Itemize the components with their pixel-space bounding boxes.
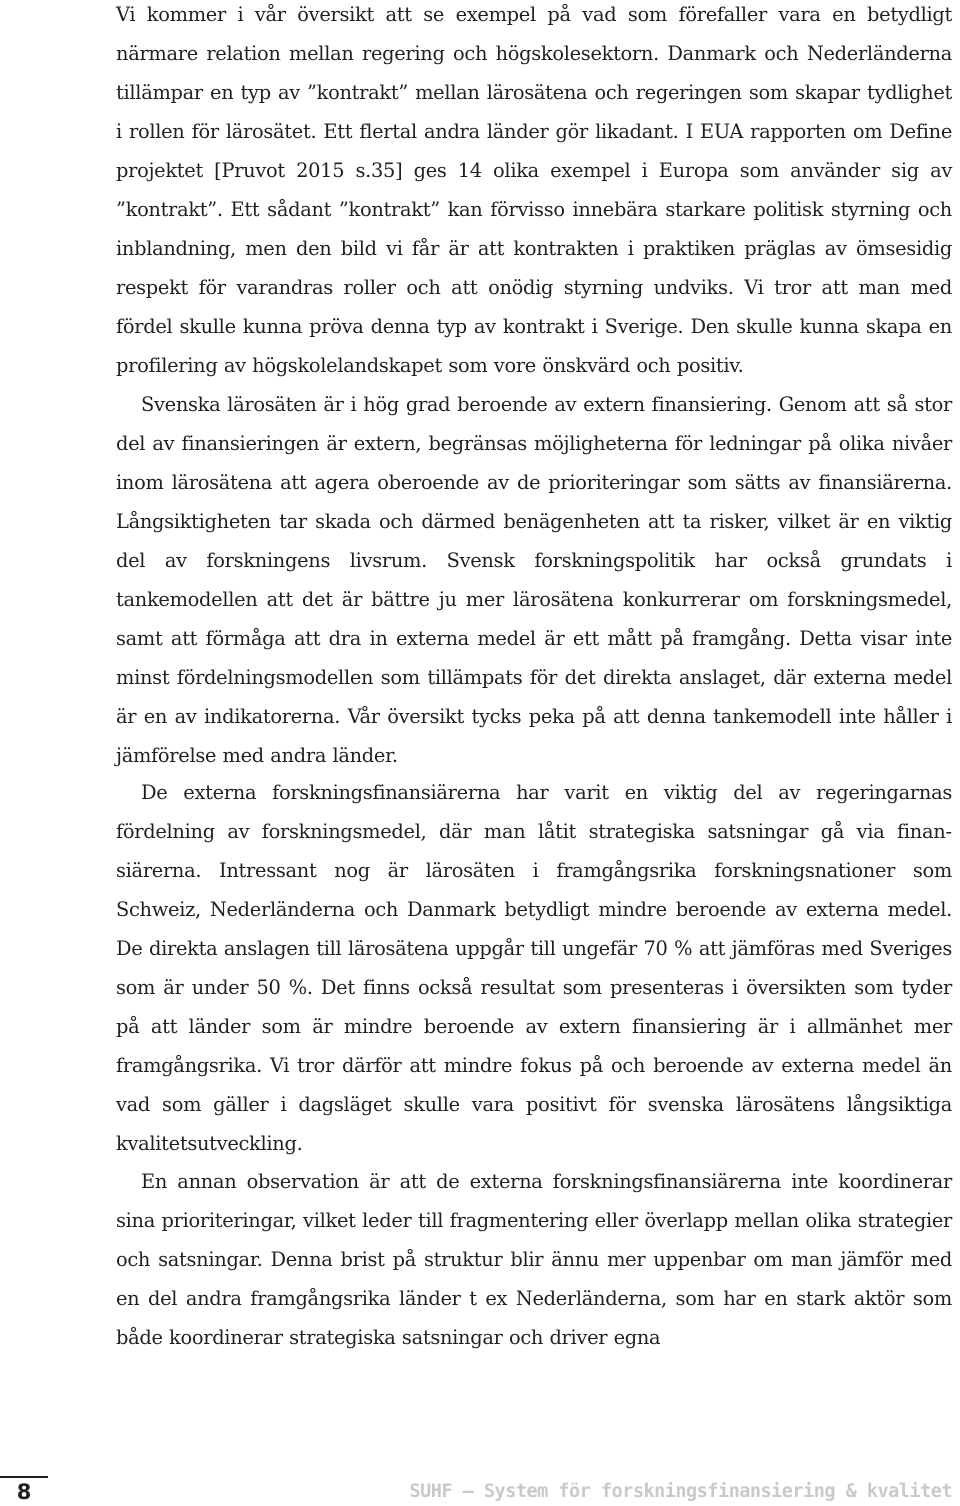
body-paragraph: Vi kommer i vår översikt att se exempel på vad som förefaller vara en betydligt närmare relation mellan regering och högskolesektorn. Danmark och Nederländerna tillämpar en typ av ”kontrakt” mellan lärosätena och regeringen som skapar tydlighet i rollen för lärosätet. Ett flertal andra länder gör likadant. I EUA rapporten om Define projektet [Pruvot 2015 s.35] ges 14 olika exempel i Europa som använder sig av ”kontrakt”. Ett sådant ”kontrakt” kan förvisso innebära starkare politisk styrning och inblandning, men den bild vi får är att kontrakten i praktiken präglas av ömsesidig respekt för varandras roller och att onödig styrning undviks. Vi tror att man med fördel skulle kunna pröva denna typ av kontrakt i Sverige. Den skulle kunna skapa en profilering av högskolelandskapet som vore önskvärd och positiv.: [116, 3, 952, 377]
page-footer: [0, 1462, 960, 1506]
body-paragraph: En annan observation är att de externa forskningsfinansiärerna inte koordinerar sina prioriteringar, vilket leder till fragmentering eller överlapp mellan olika strategier och satsningar. Denna brist på struktur blir ännu mer uppenbar om man jämför med en del andra framgångsrika länder t ex Nederländerna, som har en stark aktör som både koordinerar strategiska satsningar och driver egna: [116, 1170, 952, 1349]
page-number: 8: [16, 1480, 32, 1504]
running-footer-title: SUHF – System för forskningsfinansiering & kvalitet: [409, 1481, 952, 1502]
body-paragraph: Svenska lärosäten är i hög grad beroende av extern finansiering. Genom att så stor del av finansieringen är extern, begränsas möjligheterna för ledningar på olika nivåer inom lärosätena att agera oberoende av de prioriteringar som sätts av finansiärerna. Långsiktigheten tar skada och därmed benägenheten att ta risker, vilket är en viktig del av forskningens livsrum. Svensk forskningspolitik har också grundats i tankemodellen att det är bättre ju mer lärosätena konkurrerar om forskningsmedel, samt att förmåga att dra in externa medel är ett mått på framgång. Detta visar inte minst fördelningsmodellen som tillämpats för det direkta anslaget, där externa medel är en av indikatorerna. Vår översikt tycks peka på att denna tankemodell inte håller i jämförelse med andra länder.: [116, 393, 952, 767]
body-paragraph: De externa forskningsfinansiärerna har varit en viktig del av regeringarnas fördelning av forskningsmedel, där man låtit strategiska satsningar gå via finansiärerna. Intressant nog är lärosäten i framgångsrika forskningsnationer som Schweiz, Nederländerna och Danmark betydligt mindre beroende av externa medel. De direkta anslagen till lärosätena uppgår till ungefär 70 % att jämföras med Sveriges som är under 50 %. Det finns också resultat som presenteras i översikten som tyder på att länder som är mindre beroende av extern finansiering är i allmänhet mer framgångsrika. Vi tror därför att mindre fokus på och beroende av externa medel än vad som gäller i dagsläget skulle vara positivt för svenska lärosätens långsiktiga kvalitetsutveckling.: [116, 781, 952, 1155]
